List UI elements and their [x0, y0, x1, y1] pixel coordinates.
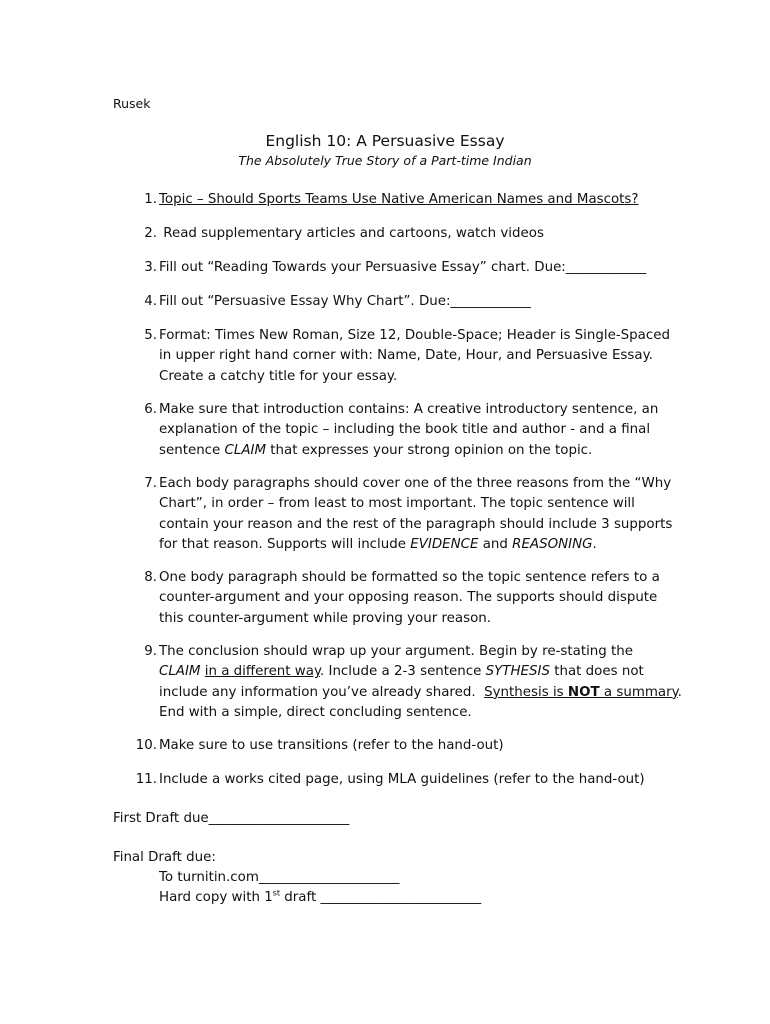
- item-line: End with a simple, direct concluding sentence.: [159, 705, 472, 721]
- item-text: Topic – Should Sports Teams Use Native American Names and Mascots?: [159, 192, 639, 207]
- item-line: counter-argument and your opposing reason. The supports should dispute: [159, 590, 658, 606]
- item-number: 4.: [144, 294, 157, 309]
- item-text: [159, 400, 679, 461]
- item-text: Include a works cited page, using MLA guidelines (refer to the hand-out): [159, 772, 645, 787]
- item-text: [159, 474, 679, 556]
- item-line: Each body paragraphs should cover one of the three reasons from the “Why: [159, 476, 672, 491]
- item-line: explanation of the topic – including the book title and author - and a final: [159, 422, 651, 438]
- item-line: contain your reason and the rest of the paragraph should include 3 supports: [159, 516, 673, 532]
- underlined-phrase: Synthesis is NOT a summary: [484, 684, 678, 700]
- item-number: 6.: [144, 402, 157, 417]
- item-number: 2.: [144, 226, 157, 241]
- item-line: Chart”, in order – from least to most important. The topic sentence will: [159, 496, 635, 512]
- bold-not: NOT: [567, 684, 600, 700]
- item-line: this counter-argument while proving your reason.: [159, 610, 492, 626]
- first-draft-due: First Draft due_____________________: [113, 811, 350, 826]
- item-text: [159, 568, 679, 629]
- document-title: English 10: A Persuasive Essay: [265, 132, 505, 150]
- document-subtitle: The Absolutely True Story of a Part-time Indian: [238, 153, 532, 168]
- item-line: One body paragraph should be formatted so the topic sentence refers to a: [159, 570, 660, 585]
- item-text: Fill out “Reading Towards your Persuasive Essay” chart. Due:____________: [159, 260, 647, 275]
- underlined-phrase: in a different way: [204, 664, 320, 680]
- item-text: Fill out “Persuasive Essay Why Chart”. Due:____________: [159, 294, 531, 309]
- reasoning-term: REASONING: [512, 537, 593, 553]
- item-line: Create a catchy title for your essay.: [159, 368, 398, 384]
- item-line: for that reason. Supports will include EVIDENCE and REASONING.: [159, 537, 597, 553]
- item-text: [159, 642, 682, 724]
- item-number: 8.: [144, 570, 157, 585]
- item-number: 1.: [144, 192, 157, 207]
- author-name: Rusek: [113, 96, 151, 111]
- item-line: Format: Times New Roman, Size 12, Double-Space; Header is Single-Spaced: [159, 328, 670, 343]
- item-number: 3.: [144, 260, 157, 275]
- synthesis-term: SYTHESIS: [485, 664, 550, 680]
- item-number: 9.: [144, 644, 157, 659]
- item-number: 10.: [135, 738, 157, 753]
- item-line: CLAIM in a different way. Include a 2-3 sentence SYTHESIS that does not: [159, 664, 644, 680]
- item-number: 11.: [135, 772, 157, 787]
- item-line: The conclusion should wrap up your argument. Begin by re-stating the: [159, 644, 634, 659]
- claim-term: CLAIM: [224, 442, 267, 458]
- item-line: Make sure that introduction contains: A creative introductory sentence, an: [159, 402, 659, 417]
- item-number: 7.: [144, 476, 157, 491]
- item-text: Read supplementary articles and cartoons, watch videos: [159, 226, 544, 241]
- final-draft-due: Final Draft due:: [113, 850, 216, 865]
- evidence-term: EVIDENCE: [410, 537, 479, 553]
- turnitin-due: To turnitin.com_____________________: [159, 870, 400, 885]
- item-text: Make sure to use transitions (refer to the hand-out): [159, 738, 504, 753]
- claim-term: CLAIM: [159, 664, 201, 680]
- hard-copy-due: Hard copy with 1st draft ________________________: [159, 888, 482, 905]
- item-line: include any information you’ve already shared. Synthesis is NOT a summary.: [159, 684, 682, 700]
- ordinal-suffix: st: [272, 888, 281, 898]
- item-number: 5.: [144, 328, 157, 343]
- item-text: [159, 326, 679, 387]
- item-line: sentence CLAIM that expresses your strong opinion on the topic.: [159, 442, 593, 458]
- item-line: in upper right hand corner with: Name, Date, Hour, and Persuasive Essay.: [159, 348, 653, 364]
